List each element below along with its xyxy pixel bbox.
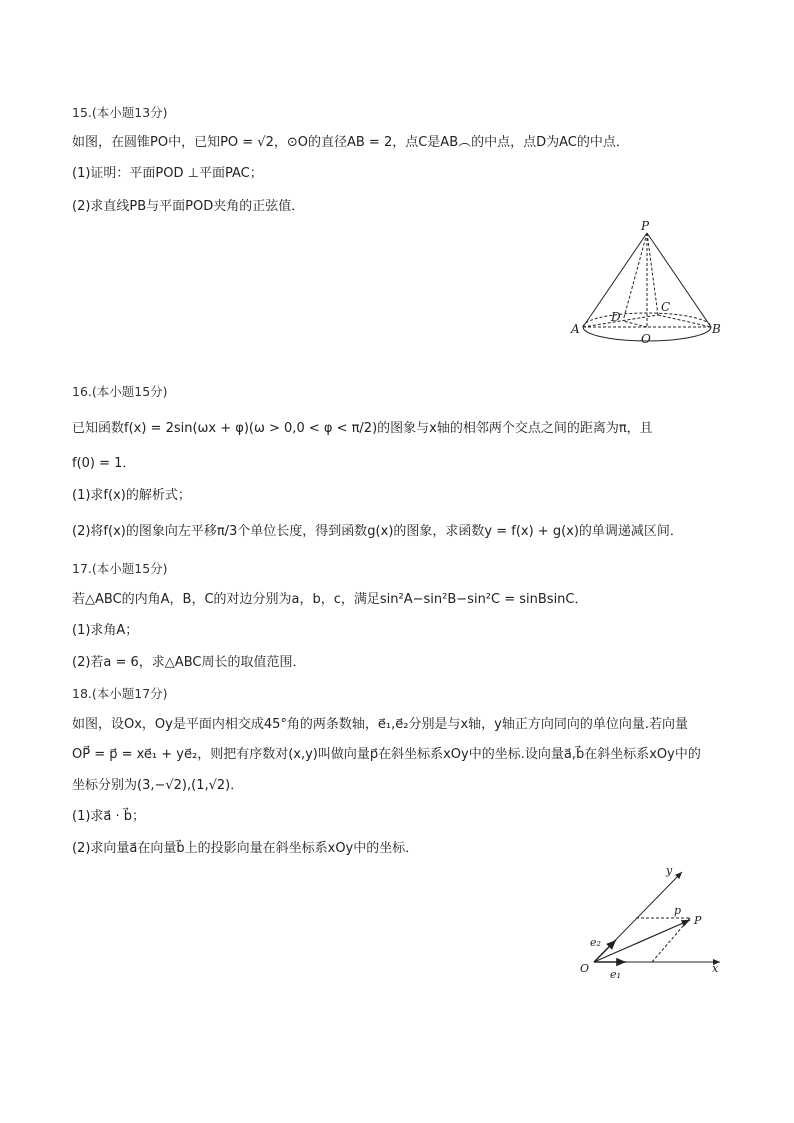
cone-figure: [565, 215, 730, 350]
q18-part2: (2)求向量a⃗在向量b⃗上的投影向量在斜坐标系xOy中的坐标．: [72, 841, 419, 856]
label-y: y: [666, 864, 673, 877]
dash-parallel-y: [652, 918, 690, 962]
q15-part1: (1)证明：平面POD ⊥平面PAC；: [72, 166, 263, 181]
label-A: A: [571, 322, 580, 336]
q16-stem-line1: 已知函数f(x) = 2sin(ωx + φ)(ω > 0,0 < φ < π/2)的图象与x轴的相邻两个交点之间的距离为π，且: [72, 421, 653, 436]
segment-PC: [647, 233, 658, 315]
segment-PD: [623, 233, 647, 321]
q18-stem-line2: OP⃗ = p⃗ = xe⃗₁ + ye⃗₂，则把有序数对(x,y)叫做向量p⃗在斜坐标系xOy中的坐标.设向量a⃗,b⃗在斜坐标系xOy中的: [72, 747, 701, 762]
label-x: x: [712, 962, 719, 975]
label-D: D: [611, 310, 621, 324]
q18-part1: (1)求a⃗ · b⃗；: [72, 809, 146, 824]
label-p: p: [674, 904, 682, 917]
q15-stem: 如图，在圆锥PO中，已知PO = √2，⊙O的直径AB = 2，点C是AB︵的中点，点D为AC的中点．: [72, 135, 629, 150]
label-O: O: [641, 332, 651, 346]
q16-part1: (1)求f(x)的解析式；: [72, 488, 191, 503]
label-P: P: [694, 914, 702, 927]
oblique-axes-figure: [570, 860, 730, 985]
label-e2: e₂: [590, 936, 601, 949]
label-C: C: [661, 300, 671, 314]
q17-header: 17.(本小题15分): [72, 561, 168, 576]
vector-OP: [594, 920, 690, 962]
segment-CB: [658, 315, 711, 327]
segment-OD: [623, 321, 647, 327]
label-B: B: [712, 322, 721, 336]
q18-stem-line1: 如图，设Ox，Oy是平面内相交成45°角的两条数轴，e⃗₁,e⃗₂分别是与x轴，y轴正方向同向的单位向量.若向量: [72, 717, 688, 732]
q15-part2: (2)求直线PB与平面POD夹角的正弦值．: [72, 199, 305, 214]
label-e1: e₁: [610, 968, 621, 981]
q17-part1: (1)求角A；: [72, 623, 139, 638]
q18-header: 18.(本小题17分): [72, 686, 168, 701]
q17-stem: 若△ABC的内角A，B，C的对边分别为a，b，c，满足sin²A−sin²B−sin²C = sinBsinC．: [72, 592, 588, 607]
q16-stem-line2: f(0) = 1．: [72, 456, 136, 471]
q18-stem-line3: 坐标分别为(3,−√2),(1,√2)．: [72, 778, 244, 793]
label-P: P: [641, 219, 650, 233]
label-O: O: [580, 962, 590, 975]
q17-part2: (2)若a = 6，求△ABC周长的取值范围．: [72, 655, 306, 670]
q16-part2: (2)将f(x)的图象向左平移π/3个单位长度，得到函数g(x)的图象，求函数y = f(x) + g(x)的单调递减区间．: [72, 524, 683, 539]
q15-header: 15.(本小题13分): [72, 105, 168, 120]
q16-header: 16.(本小题15分): [72, 384, 168, 399]
